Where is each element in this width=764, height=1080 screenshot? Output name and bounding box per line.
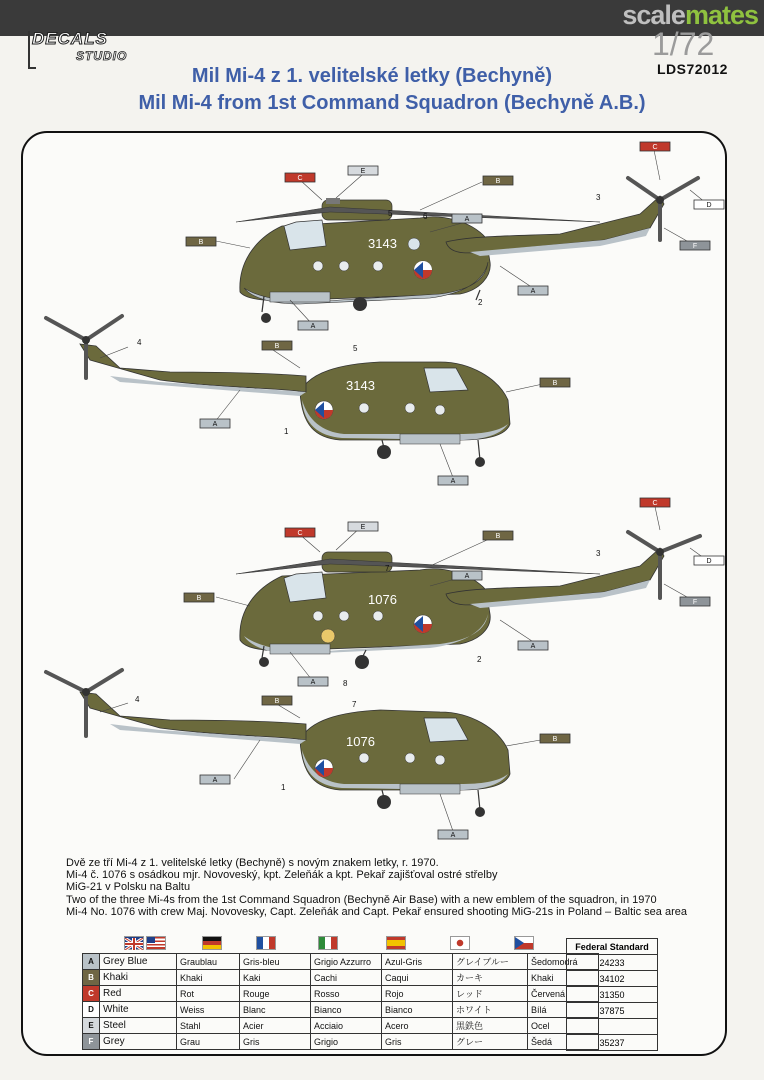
- federal-standard-table: [566, 938, 658, 1051]
- color-key-chip: E: [83, 1018, 100, 1034]
- czech-flag-icon: [514, 936, 534, 950]
- svg-text:5: 5: [353, 344, 358, 353]
- color-name-jp: 黒鉄色: [453, 1018, 528, 1034]
- product-code: LDS72012: [657, 61, 728, 77]
- color-key-chip: B: [83, 970, 100, 986]
- fs-code: 34102: [567, 971, 658, 987]
- color-row: [83, 1034, 599, 1050]
- color-name-es: Acero: [382, 1018, 453, 1034]
- color-name-de: Graublau: [177, 954, 240, 970]
- svg-text:A: A: [450, 832, 456, 839]
- svg-text:A: A: [450, 478, 456, 485]
- color-name-cz: Šedomodrá: [528, 954, 599, 970]
- svg-text:B: B: [274, 698, 280, 705]
- color-key-chip: A: [83, 954, 100, 970]
- svg-text:C: C: [297, 175, 303, 182]
- serial-number: 1076: [368, 592, 397, 607]
- scalemates-watermark: scalemates: [622, 0, 758, 30]
- note-line: Two of the three Mi-4s from the 1st Command Squadron (Bechyně Air Base) with a new emblem of the squadron, in 1970: [66, 893, 657, 906]
- svg-text:A: A: [530, 643, 536, 650]
- svg-text:B: B: [495, 533, 501, 540]
- svg-text:E: E: [360, 524, 366, 531]
- color-name-it: Acciaio: [311, 1018, 382, 1034]
- language-flags: [124, 936, 564, 950]
- svg-text:6: 6: [423, 212, 428, 221]
- color-name-fr: Acier: [240, 1018, 311, 1034]
- color-name-en: Grey Blue: [100, 954, 177, 970]
- color-name-fr: Rouge: [240, 986, 311, 1002]
- color-name-es: Bianco: [382, 1002, 453, 1018]
- uk-flag-icon: [124, 936, 144, 950]
- us-flag-icon: [146, 936, 166, 950]
- color-name-it: Rosso: [311, 986, 382, 1002]
- svg-text:B: B: [196, 595, 202, 602]
- svg-text:C: C: [652, 144, 658, 151]
- color-row: [83, 970, 599, 986]
- france-flag-icon: [256, 936, 276, 950]
- serial-number: 3143: [346, 378, 375, 393]
- color-name-de: Grau: [177, 1034, 240, 1050]
- svg-text:B: B: [274, 343, 280, 350]
- color-name-jp: グレイブルー: [453, 954, 528, 970]
- svg-text:7: 7: [385, 564, 390, 573]
- svg-text:D: D: [706, 558, 712, 565]
- helicopter-profile-3: [236, 532, 700, 669]
- svg-text:C: C: [297, 530, 303, 537]
- title-english: Mil Mi-4 from 1st Command Squadron (Bechyně A.B.): [138, 92, 646, 114]
- fs-code: 31350: [567, 987, 658, 1003]
- svg-text:B: B: [495, 178, 501, 185]
- color-key-chip: F: [83, 1034, 100, 1050]
- svg-text:7: 7: [352, 700, 357, 709]
- fs-code: 35237: [567, 1035, 658, 1051]
- svg-text:3: 3: [596, 549, 601, 558]
- svg-text:A: A: [464, 216, 470, 223]
- spain-flag-icon: [386, 936, 406, 950]
- color-name-cz: Červená: [528, 986, 599, 1002]
- svg-text:1: 1: [284, 427, 289, 436]
- svg-text:A: A: [212, 777, 218, 784]
- italy-flag-icon: [318, 936, 338, 950]
- color-name-cz: Khaki: [528, 970, 599, 986]
- svg-text:4: 4: [137, 338, 142, 347]
- color-name-de: Stahl: [177, 1018, 240, 1034]
- color-name-de: Khaki: [177, 970, 240, 986]
- fs-header: Federal Standard: [567, 939, 658, 955]
- fs-code: 24233: [567, 955, 658, 971]
- color-name-jp: ホワイト: [453, 1002, 528, 1018]
- color-key-chip: C: [83, 986, 100, 1002]
- color-name-jp: カーキ: [453, 970, 528, 986]
- color-name-it: Cachi: [311, 970, 382, 986]
- color-name-en: White: [100, 1002, 177, 1018]
- color-name-es: Azul-Gris: [382, 954, 453, 970]
- note-line: MiG-21 v Polsku na Baltu: [66, 881, 191, 894]
- serial-number: 1076: [346, 734, 375, 749]
- svg-text:A: A: [310, 323, 316, 330]
- svg-text:A: A: [530, 288, 536, 295]
- color-name-fr: Kaki: [240, 970, 311, 986]
- color-row: [83, 954, 599, 970]
- svg-text:B: B: [552, 736, 558, 743]
- color-name-cz: Šedá: [528, 1034, 599, 1050]
- svg-text:8: 8: [343, 679, 348, 688]
- color-name-it: Bianco: [311, 1002, 382, 1018]
- color-name-es: Rojo: [382, 986, 453, 1002]
- color-name-cz: Ocel: [528, 1018, 599, 1034]
- note-line: Dvě ze tří Mi-4 z 1. velitelské letky (Bechyně) s novým znakem letky, r. 1970.: [66, 857, 439, 869]
- helicopter-profile-1: [236, 178, 698, 323]
- color-name-jp: レッド: [453, 986, 528, 1002]
- svg-text:2: 2: [478, 298, 483, 307]
- fs-code: [567, 1019, 658, 1035]
- title-czech: Mil Mi-4 z 1. velitelské letky (Bechyně): [191, 65, 553, 87]
- color-name-it: Grigio Azzurro: [311, 954, 382, 970]
- svg-text:B: B: [552, 380, 558, 387]
- color-row: [83, 1018, 599, 1034]
- svg-text:A: A: [212, 421, 218, 428]
- color-name-en: Red: [100, 986, 177, 1002]
- color-name-es: Caqui: [382, 970, 453, 986]
- svg-text:4: 4: [135, 695, 140, 704]
- color-key-chip: D: [83, 1002, 100, 1018]
- svg-text:D: D: [706, 202, 712, 209]
- color-name-cz: Bílá: [528, 1002, 599, 1018]
- fs-code: 37875: [567, 1003, 658, 1019]
- japan-flag-icon: [450, 936, 470, 950]
- color-name-fr: Gris-bleu: [240, 954, 311, 970]
- note-line: Mi-4 č. 1076 s osádkou mjr. Novoveský, kpt. Zeleňák a kpt. Pekař zajišťoval ostré střelby: [66, 869, 498, 882]
- color-table: [82, 953, 599, 1050]
- svg-text:3: 3: [596, 193, 601, 202]
- germany-flag-icon: [202, 936, 222, 950]
- color-name-it: Grigio: [311, 1034, 382, 1050]
- svg-text:B: B: [198, 239, 204, 246]
- scale-label: 1/72: [652, 26, 715, 62]
- color-row: [83, 1002, 599, 1018]
- color-name-fr: Blanc: [240, 1002, 311, 1018]
- color-name-en: Steel: [100, 1018, 177, 1034]
- color-name-jp: グレー: [453, 1034, 528, 1050]
- svg-text:C: C: [652, 500, 658, 507]
- color-name-fr: Gris: [240, 1034, 311, 1050]
- color-name-en: Grey: [100, 1034, 177, 1050]
- svg-text:F: F: [692, 243, 698, 250]
- serial-number: 3143: [368, 236, 397, 251]
- note-line: Mi-4 No. 1076 with crew Maj. Novovesky, Capt. Zeleňák and Capt. Pekař ensured shooting MiG-21s in Poland – Baltic sea area: [66, 905, 687, 918]
- color-name-de: Weiss: [177, 1002, 240, 1018]
- svg-text:2: 2: [477, 655, 482, 664]
- svg-text:5: 5: [388, 209, 393, 218]
- svg-text:A: A: [464, 573, 470, 580]
- decals-studio-logo: DECALS STUDIO: [18, 25, 138, 69]
- svg-text:A: A: [310, 679, 316, 686]
- color-name-en: Khaki: [100, 970, 177, 986]
- svg-text:F: F: [692, 599, 698, 606]
- svg-text:1: 1: [281, 783, 286, 792]
- svg-text:E: E: [360, 168, 366, 175]
- color-row: [83, 986, 599, 1002]
- color-name-de: Rot: [177, 986, 240, 1002]
- color-name-es: Gris: [382, 1034, 453, 1050]
- notes-text: [66, 857, 706, 918]
